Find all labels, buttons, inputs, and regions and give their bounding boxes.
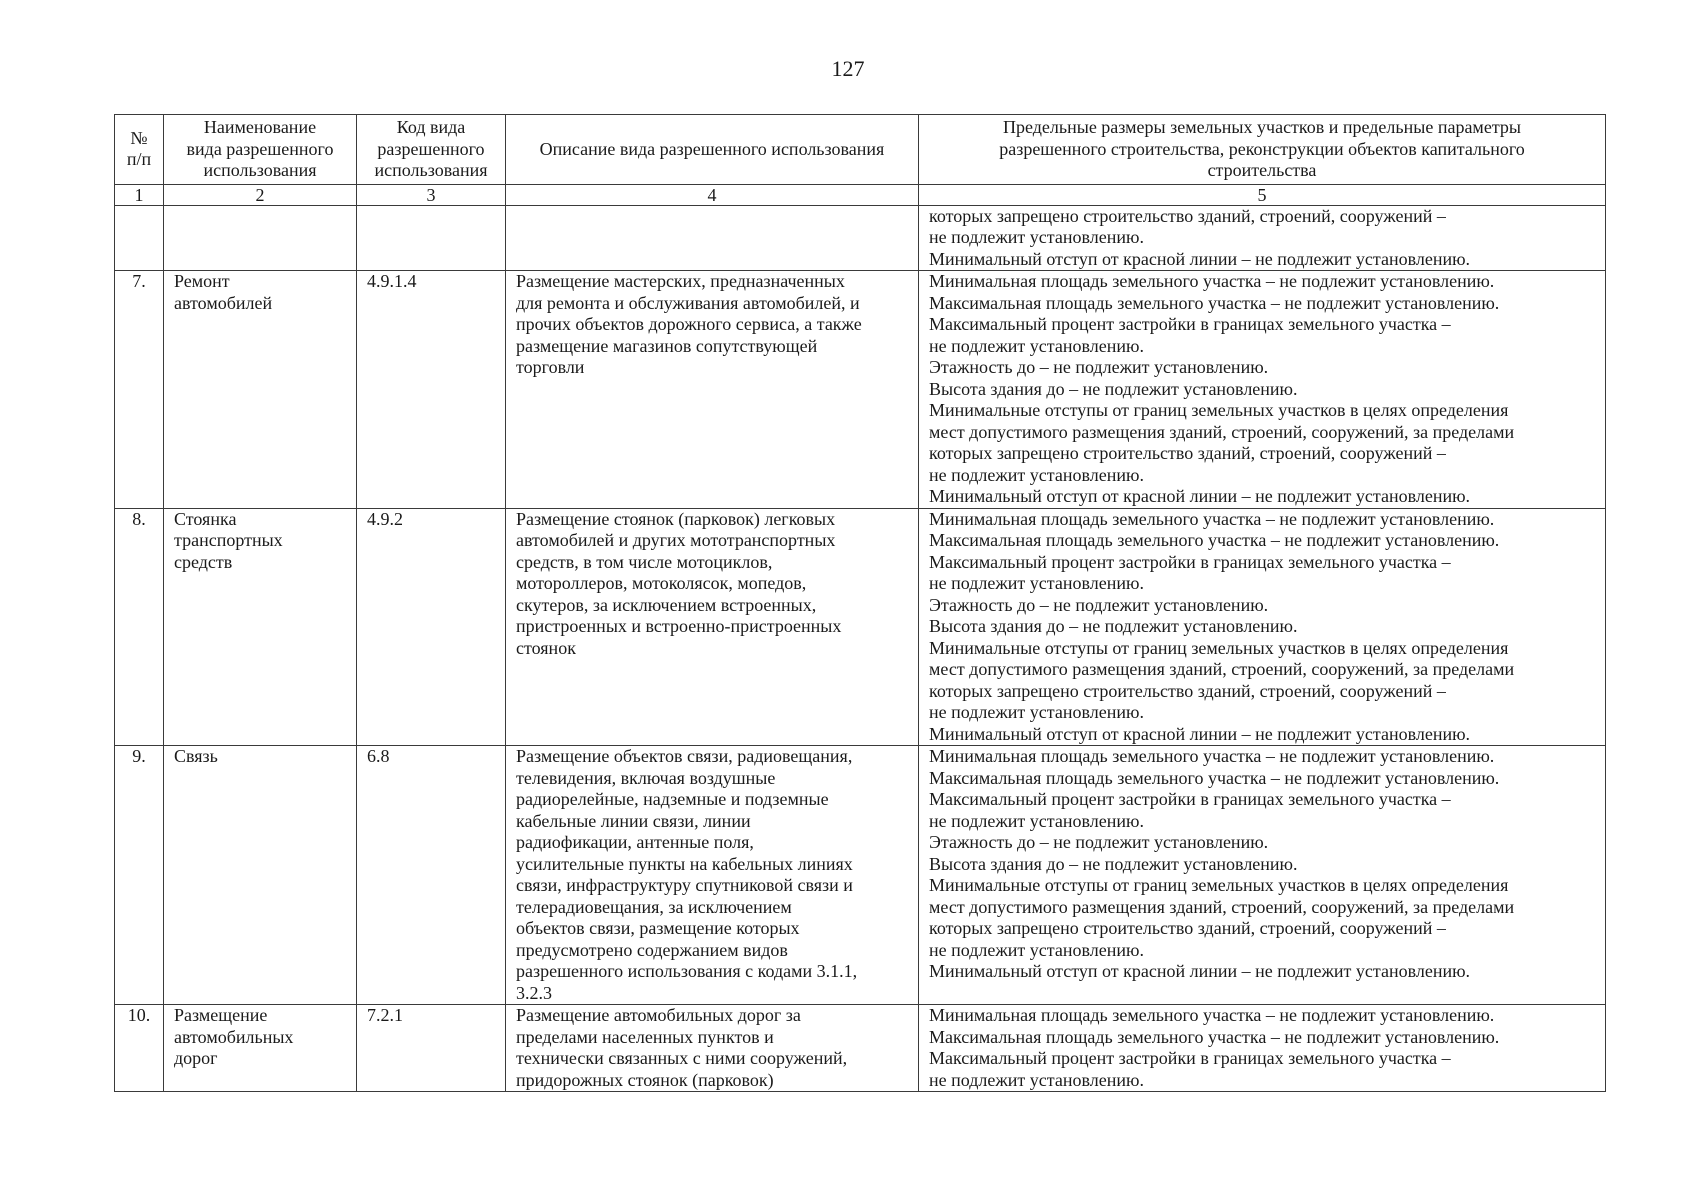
column-number: 1 [115, 184, 164, 205]
row-number: 9. [115, 746, 164, 1005]
column-number: 5 [919, 184, 1606, 205]
parameters-cell: Минимальная площадь земельного участка – не подлежит установлению. Максимальная площадь земельного участка – не подлежит установлению. Максимальный процент застройки в границах земельного участка – не подлежит установлению. Этажность до – не подлежит установлению. Высота здания до – не подлежит установлению. Минимальные отступы от границ земельных участков в целях определения мест допустимого размещения зданий, строений, сооружений, за пределами которых запрещено строительство зданий, строений, сооружений – не подлежит установлению. Минимальный отступ от красной линии – не подлежит установлению. [919, 271, 1606, 509]
description-cell: Размещение объектов связи, радиовещания, телевидения, включая воздушные радиорелейные, надземные и подземные кабельные линии связи, линии радиофикации, антенные поля, усилительные пункты на кабельных линиях связи, инфраструктуру спутниковой связи и телерадиовещания, за исключением объектов связи, размещение которых предусмотрено содержанием видов разрешенного использования с кодами 3.1.1, 3.2.3 [506, 746, 919, 1005]
row-number: 8. [115, 508, 164, 746]
use-name-cell: Связь [164, 746, 357, 1005]
header-number: № п/п [115, 115, 164, 185]
use-name-cell: Размещение автомобильных дорог [164, 1005, 357, 1092]
table-row [115, 271, 1606, 509]
use-code-cell: 7.2.1 [357, 1005, 506, 1092]
parameters-cell: Минимальная площадь земельного участка – не подлежит установлению. Максимальная площадь земельного участка – не подлежит установлению. Максимальный процент застройки в границах земельного участка – не подлежит установлению. Этажность до – не подлежит установлению. Высота здания до – не подлежит установлению. Минимальные отступы от границ земельных участков в целях определения мест допустимого размещения зданий, строений, сооружений, за пределами которых запрещено строительство зданий, строений, сооружений – не подлежит установлению. Минимальный отступ от красной линии – не подлежит установлению. [919, 508, 1606, 746]
column-number: 2 [164, 184, 357, 205]
column-number: 3 [357, 184, 506, 205]
use-name-cell: Ремонт автомобилей [164, 271, 357, 509]
description-cell: Размещение автомобильных дорог за пределами населенных пунктов и технически связанных с ними сооружений, придорожных стоянок (парковок) [506, 1005, 919, 1092]
table-header-row [115, 115, 1606, 185]
column-number: 4 [506, 184, 919, 205]
use-code-cell: 4.9.2 [357, 508, 506, 746]
use-name-cell: Стоянка транспортных средств [164, 508, 357, 746]
row-number: 10. [115, 1005, 164, 1092]
continuation-row [115, 205, 1606, 271]
parameters-cell: Минимальная площадь земельного участка – не подлежит установлению. Максимальная площадь земельного участка – не подлежит установлению. Максимальный процент застройки в границах земельного участка – не подлежит установлению. Этажность до – не подлежит установлению. Высота здания до – не подлежит установлению. Минимальные отступы от границ земельных участков в целях определения мест допустимого размещения зданий, строений, сооружений, за пределами которых запрещено строительство зданий, строений, сооружений – не подлежит установлению. Минимальный отступ от красной линии – не подлежит установлению. [919, 746, 1606, 1005]
header-parameters: Предельные размеры земельных участков и предельные параметры разрешенного строительства, реконструкции объектов капитального строительства [919, 115, 1606, 185]
use-code-cell: 6.8 [357, 746, 506, 1005]
table-row [115, 508, 1606, 746]
column-number-row [115, 184, 1606, 205]
page-number: 127 [831, 56, 865, 81]
header-use-code: Код вида разрешенного использования [357, 115, 506, 185]
row-number: 7. [115, 271, 164, 509]
description-cell: Размещение мастерских, предназначенных для ремонта и обслуживания автомобилей, и прочих объектов дорожного сервиса, а также размещение магазинов сопутствующей торговли [506, 271, 919, 509]
table-row [115, 1005, 1606, 1092]
parameters-cell: Минимальная площадь земельного участка – не подлежит установлению. Максимальная площадь земельного участка – не подлежит установлению. Максимальный процент застройки в границах земельного участка – не подлежит установлению. [919, 1005, 1606, 1092]
header-use-description: Описание вида разрешенного использования [506, 115, 919, 185]
parameters-cell: которых запрещено строительство зданий, строений, сооружений – не подлежит установлению. Минимальный отступ от красной линии – не подлежит установлению. [919, 205, 1606, 271]
use-code-cell: 4.9.1.4 [357, 271, 506, 509]
table-row [115, 746, 1606, 1005]
header-use-name: Наименование вида разрешенного использования [164, 115, 357, 185]
description-cell: Размещение стоянок (парковок) легковых автомобилей и других мототранспортных средств, в том числе мотоциклов, мотороллеров, мотоколясок, мопедов, скутеров, за исключением встроенных, пристроенных и встроенно-пристроенных стоянок [506, 508, 919, 746]
land-use-table [114, 114, 1606, 1092]
